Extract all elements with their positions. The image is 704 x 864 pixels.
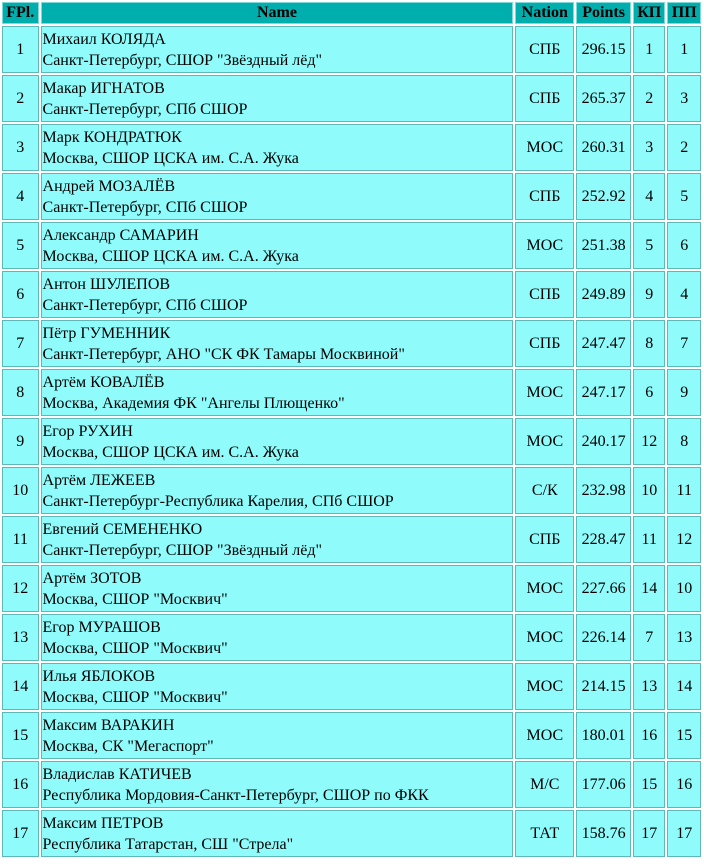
table-row bbox=[2, 516, 701, 563]
nation-cell: МОС bbox=[515, 565, 574, 612]
points-cell: 247.47 bbox=[576, 320, 631, 367]
fs-place-cell: 9 bbox=[667, 369, 701, 416]
table-row bbox=[2, 124, 701, 171]
nation-cell: МОС bbox=[515, 614, 574, 661]
sp-place-cell: 12 bbox=[633, 418, 665, 465]
fs-place-cell: 2 bbox=[667, 124, 701, 171]
skater-name: Александр САМАРИН bbox=[42, 226, 199, 244]
nation-cell: МОС bbox=[515, 222, 574, 269]
place-cell: 14 bbox=[2, 663, 39, 710]
table-row bbox=[2, 761, 701, 808]
skater-name: Илья ЯБЛОКОВ bbox=[42, 667, 156, 685]
skater-name: Пётр ГУМЕННИК bbox=[42, 324, 171, 342]
skater-name: Андрей МОЗАЛЁВ bbox=[42, 177, 176, 195]
fs-place-cell: 15 bbox=[667, 712, 701, 759]
sp-place-cell: 13 bbox=[633, 663, 665, 710]
skater-name: Артём КОВАЛЁВ bbox=[42, 373, 165, 391]
skater-name: Михаил КОЛЯДА bbox=[42, 30, 166, 48]
sp-place-cell: 15 bbox=[633, 761, 665, 808]
skater-club: Москва, СШОР "Москвич" bbox=[42, 590, 228, 608]
skater-name: Макар ИГНАТОВ bbox=[42, 79, 165, 97]
place-cell: 1 bbox=[2, 26, 39, 73]
skater-name: Артём ЛЕЖЕЕВ bbox=[42, 471, 156, 489]
nation-cell: МОС bbox=[515, 369, 574, 416]
skater-name: Егор МУРАШОВ bbox=[42, 618, 161, 636]
sp-place-cell: 6 bbox=[633, 369, 665, 416]
sp-place-cell: 8 bbox=[633, 320, 665, 367]
nation-cell: СПБ bbox=[515, 320, 574, 367]
place-cell: 12 bbox=[2, 565, 39, 612]
table-row bbox=[2, 712, 701, 759]
fs-place-cell: 6 bbox=[667, 222, 701, 269]
fs-place-cell: 11 bbox=[667, 467, 701, 514]
skater-name: Артём ЗОТОВ bbox=[42, 569, 142, 587]
place-cell: 4 bbox=[2, 173, 39, 220]
nation-cell: СПБ bbox=[515, 271, 574, 318]
skater-name: Максим ПЕТРОВ bbox=[42, 814, 164, 832]
points-cell: 232.98 bbox=[576, 467, 631, 514]
place-cell: 7 bbox=[2, 320, 39, 367]
skater-name: Антон ШУЛЕПОВ bbox=[42, 275, 171, 293]
fs-place-cell: 4 bbox=[667, 271, 701, 318]
table-row bbox=[2, 565, 701, 612]
sp-place-cell: 11 bbox=[633, 516, 665, 563]
nation-cell: М/С bbox=[515, 761, 574, 808]
name-cell bbox=[41, 369, 514, 416]
fs-place-cell: 17 bbox=[667, 810, 701, 857]
nation-cell: СПБ bbox=[515, 173, 574, 220]
fs-place-cell: 14 bbox=[667, 663, 701, 710]
skater-club: Санкт-Петербург, СПб СШОР bbox=[42, 296, 248, 314]
header-sp: КП bbox=[633, 2, 665, 24]
place-cell: 8 bbox=[2, 369, 39, 416]
name-cell bbox=[41, 418, 514, 465]
header-place: FPl. bbox=[2, 2, 39, 24]
header-row bbox=[2, 2, 701, 24]
skater-club: Москва, СШОР ЦСКА им. С.А. Жука bbox=[42, 247, 299, 265]
sp-place-cell: 17 bbox=[633, 810, 665, 857]
nation-cell: СПБ bbox=[515, 516, 574, 563]
name-cell bbox=[41, 467, 514, 514]
table-row bbox=[2, 418, 701, 465]
points-cell: 265.37 bbox=[576, 75, 631, 122]
sp-place-cell: 7 bbox=[633, 614, 665, 661]
fs-place-cell: 16 bbox=[667, 761, 701, 808]
place-cell: 15 bbox=[2, 712, 39, 759]
points-cell: 296.15 bbox=[576, 26, 631, 73]
points-cell: 158.76 bbox=[576, 810, 631, 857]
table-row bbox=[2, 663, 701, 710]
skater-name: Владислав КАТИЧЕВ bbox=[42, 765, 192, 783]
sp-place-cell: 10 bbox=[633, 467, 665, 514]
nation-cell: МОС bbox=[515, 712, 574, 759]
table-row bbox=[2, 271, 701, 318]
place-cell: 17 bbox=[2, 810, 39, 857]
table-row bbox=[2, 26, 701, 73]
sp-place-cell: 4 bbox=[633, 173, 665, 220]
points-cell: 214.15 bbox=[576, 663, 631, 710]
skater-name: Марк КОНДРАТЮК bbox=[42, 128, 182, 146]
name-cell bbox=[41, 173, 514, 220]
place-cell: 9 bbox=[2, 418, 39, 465]
place-cell: 3 bbox=[2, 124, 39, 171]
name-cell bbox=[41, 614, 514, 661]
table-row bbox=[2, 320, 701, 367]
sp-place-cell: 1 bbox=[633, 26, 665, 73]
header-fs: ПП bbox=[667, 2, 701, 24]
name-cell bbox=[41, 26, 514, 73]
sp-place-cell: 5 bbox=[633, 222, 665, 269]
nation-cell: МОС bbox=[515, 663, 574, 710]
fs-place-cell: 3 bbox=[667, 75, 701, 122]
name-cell bbox=[41, 75, 514, 122]
skater-club: Санкт-Петербург, СПб СШОР bbox=[42, 100, 248, 118]
name-cell bbox=[41, 712, 514, 759]
points-cell: 180.01 bbox=[576, 712, 631, 759]
sp-place-cell: 2 bbox=[633, 75, 665, 122]
points-cell: 251.38 bbox=[576, 222, 631, 269]
fs-place-cell: 8 bbox=[667, 418, 701, 465]
name-cell bbox=[41, 124, 514, 171]
name-cell bbox=[41, 271, 514, 318]
sp-place-cell: 16 bbox=[633, 712, 665, 759]
place-cell: 5 bbox=[2, 222, 39, 269]
name-cell bbox=[41, 810, 514, 857]
fs-place-cell: 1 bbox=[667, 26, 701, 73]
skater-club: Республика Татарстан, СШ "Стрела" bbox=[42, 835, 294, 853]
place-cell: 13 bbox=[2, 614, 39, 661]
skater-club: Санкт-Петербург-Республика Карелия, СПб СШОР bbox=[42, 492, 394, 510]
name-cell bbox=[41, 761, 514, 808]
sp-place-cell: 9 bbox=[633, 271, 665, 318]
name-cell bbox=[41, 222, 514, 269]
nation-cell: ТАТ bbox=[515, 810, 574, 857]
header-name: Name bbox=[41, 2, 514, 24]
name-cell bbox=[41, 516, 514, 563]
points-cell: 177.06 bbox=[576, 761, 631, 808]
skater-club: Санкт-Петербург, СПб СШОР bbox=[42, 198, 248, 216]
header-nation: Nation bbox=[515, 2, 574, 24]
table-row bbox=[2, 467, 701, 514]
points-cell: 228.47 bbox=[576, 516, 631, 563]
fs-place-cell: 12 bbox=[667, 516, 701, 563]
fs-place-cell: 7 bbox=[667, 320, 701, 367]
table-row bbox=[2, 614, 701, 661]
skater-club: Санкт-Петербург, СШОР "Звёздный лёд" bbox=[42, 541, 323, 559]
nation-cell: МОС bbox=[515, 418, 574, 465]
skater-club: Москва, СШОР ЦСКА им. С.А. Жука bbox=[42, 149, 299, 167]
name-cell bbox=[41, 565, 514, 612]
table-row bbox=[2, 222, 701, 269]
results-body bbox=[2, 26, 701, 857]
points-cell: 249.89 bbox=[576, 271, 631, 318]
nation-cell: МОС bbox=[515, 124, 574, 171]
table-row bbox=[2, 173, 701, 220]
points-cell: 240.17 bbox=[576, 418, 631, 465]
name-cell bbox=[41, 663, 514, 710]
place-cell: 10 bbox=[2, 467, 39, 514]
place-cell: 2 bbox=[2, 75, 39, 122]
table-row bbox=[2, 75, 701, 122]
skater-name: Егор РУХИН bbox=[42, 422, 133, 440]
sp-place-cell: 3 bbox=[633, 124, 665, 171]
name-cell bbox=[41, 320, 514, 367]
sp-place-cell: 14 bbox=[633, 565, 665, 612]
points-cell: 252.92 bbox=[576, 173, 631, 220]
nation-cell: СПБ bbox=[515, 26, 574, 73]
skater-name: Максим ВАРАКИН bbox=[42, 716, 175, 734]
fs-place-cell: 10 bbox=[667, 565, 701, 612]
skater-club: Санкт-Петербург, СШОР "Звёздный лёд" bbox=[42, 51, 323, 69]
fs-place-cell: 5 bbox=[667, 173, 701, 220]
skater-club: Москва, Академия ФК "Ангелы Плющенко" bbox=[42, 394, 345, 412]
table-row bbox=[2, 810, 701, 857]
skater-club: Москва, СШОР ЦСКА им. С.А. Жука bbox=[42, 443, 299, 461]
skater-name: Евгений СЕМЕНЕНКО bbox=[42, 520, 203, 538]
skater-club: Санкт-Петербург, АНО "СК ФК Тамары Москвиной" bbox=[42, 345, 405, 363]
skater-club: Москва, СШОР "Москвич" bbox=[42, 688, 228, 706]
skater-club: Республика Мордовия-Санкт-Петербург, СШОР по ФКК bbox=[42, 786, 429, 804]
table-row bbox=[2, 369, 701, 416]
points-cell: 227.66 bbox=[576, 565, 631, 612]
fs-place-cell: 13 bbox=[667, 614, 701, 661]
skater-club: Москва, СШОР "Москвич" bbox=[42, 639, 228, 657]
place-cell: 6 bbox=[2, 271, 39, 318]
place-cell: 16 bbox=[2, 761, 39, 808]
points-cell: 260.31 bbox=[576, 124, 631, 171]
nation-cell: СПБ bbox=[515, 75, 574, 122]
skater-club: Москва, СК "Мегаспорт" bbox=[42, 737, 214, 755]
points-cell: 226.14 bbox=[576, 614, 631, 661]
points-cell: 247.17 bbox=[576, 369, 631, 416]
nation-cell: С/К bbox=[515, 467, 574, 514]
header-points: Points bbox=[576, 2, 631, 24]
place-cell: 11 bbox=[2, 516, 39, 563]
